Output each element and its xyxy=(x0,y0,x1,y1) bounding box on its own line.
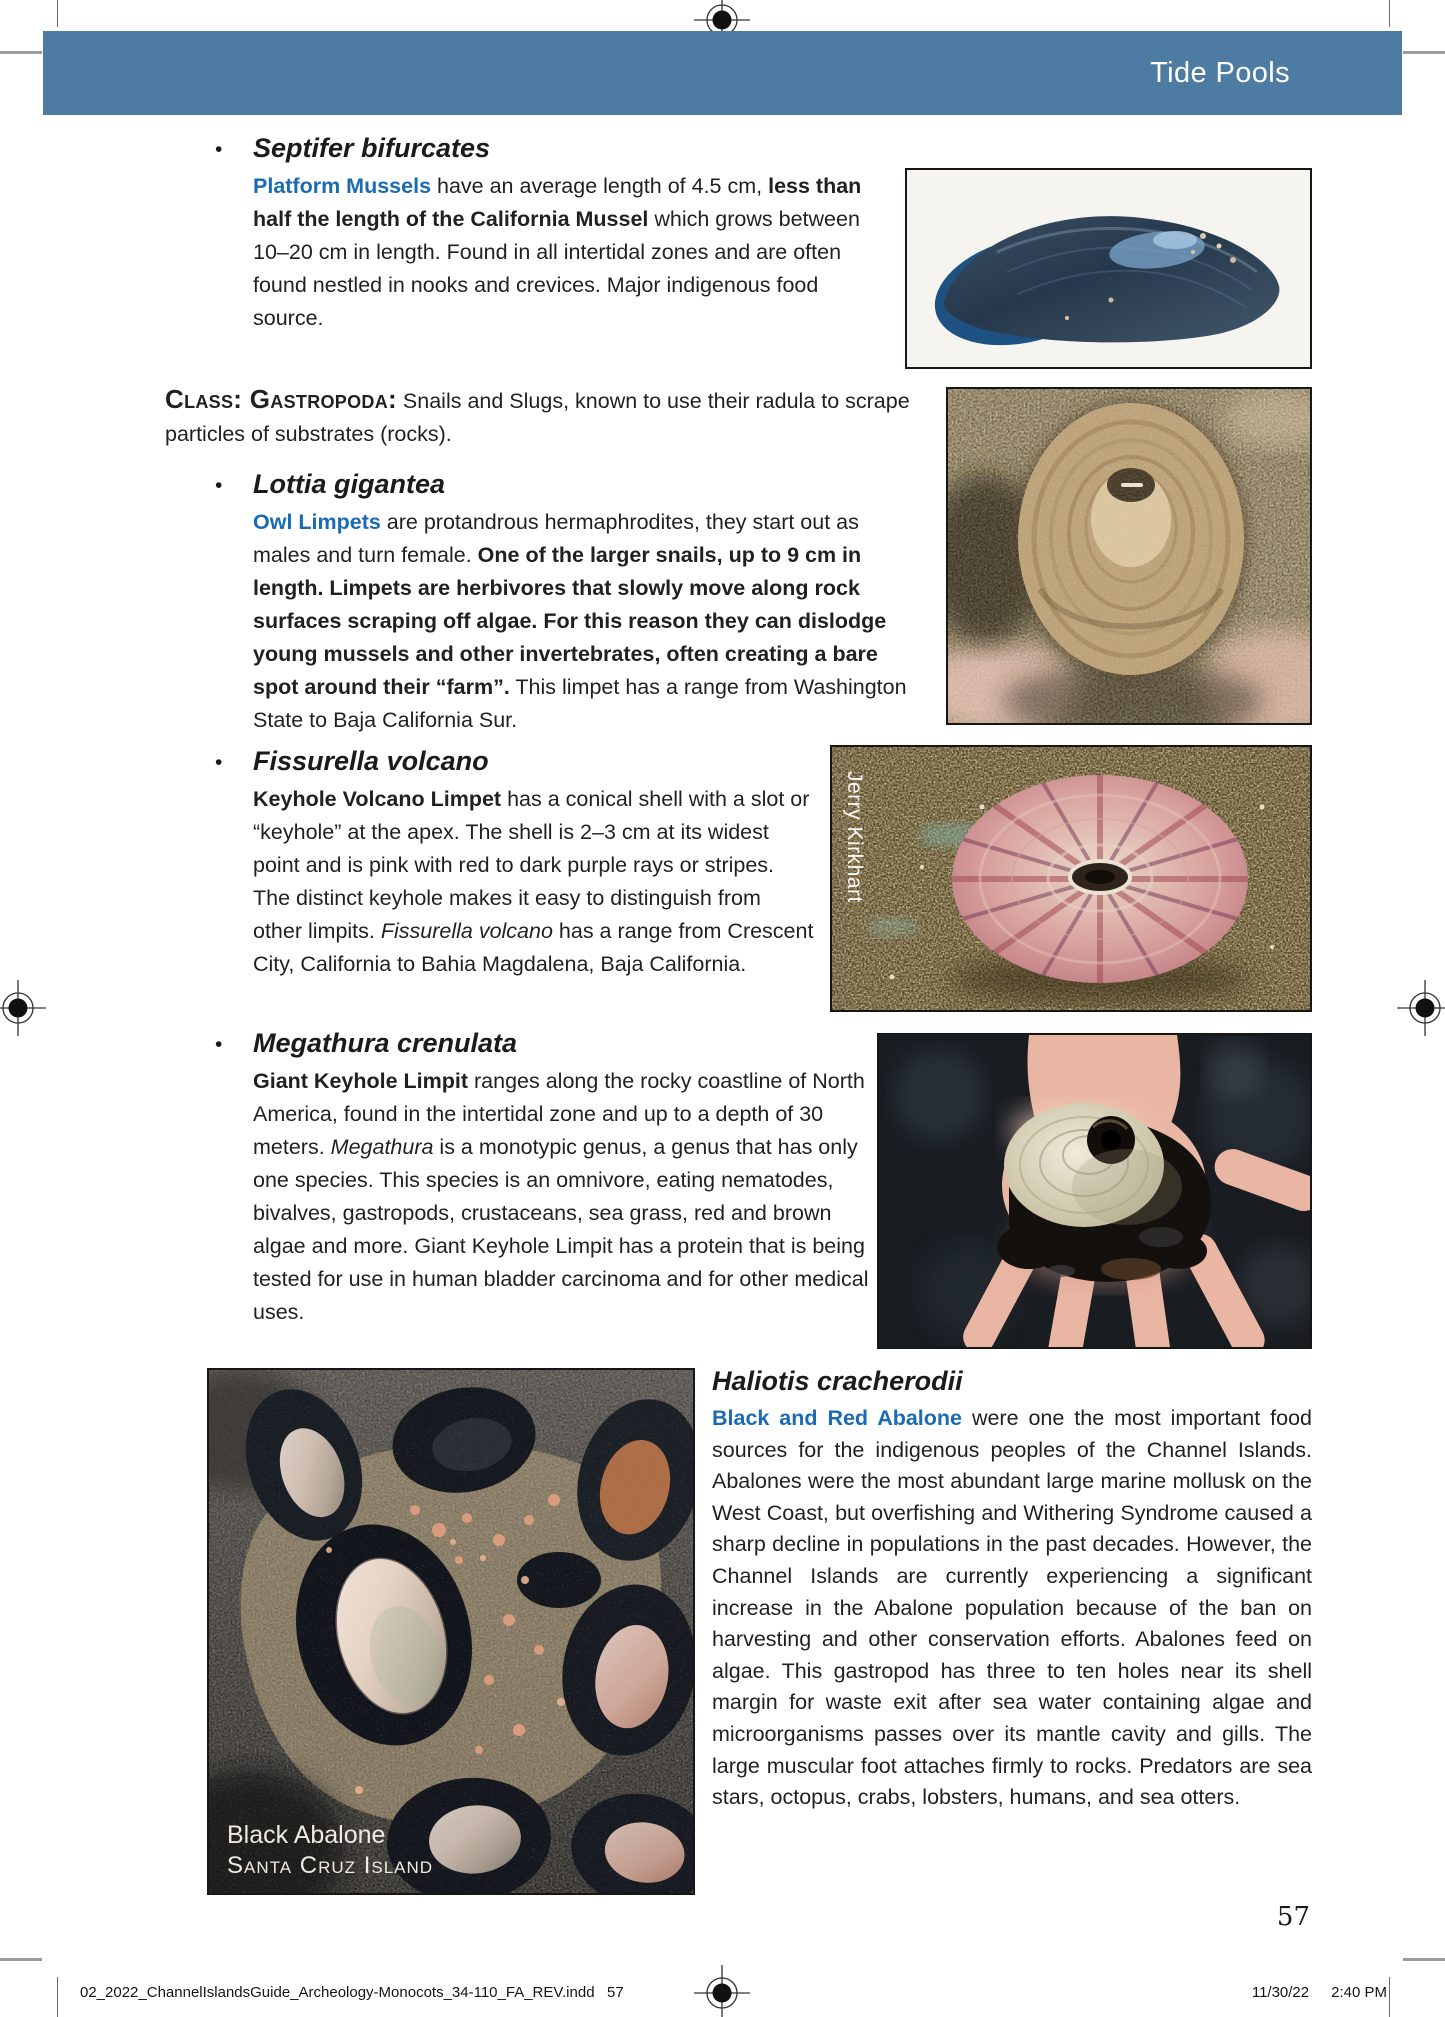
caption-location: Santa Cruz Island xyxy=(227,1852,434,1879)
giant-keyhole-photo-art xyxy=(879,1035,1310,1347)
section-paragraph: Owl Limpets are protandrous hermaphrodites, they start out as males and turn female. One of the larger snails, up to 9 cm in length. Limpets are herbivores that slowly move along rock surfaces scraping off algae. For this reason they can dislodge young mussels and other invertebrates, often creating a bare spot around their “farm”. This limpet has a range from Washington State to Baja California Sur. xyxy=(253,510,907,732)
photo-black-abalone xyxy=(207,1368,695,1895)
registration-mark-icon xyxy=(0,980,46,1036)
section-title: Septifer bifurcates xyxy=(253,133,491,163)
footer-time: 2:40 PM xyxy=(1331,1984,1387,2001)
footer-datetime xyxy=(1252,1984,1387,2001)
crop-mark xyxy=(57,1977,58,2017)
section-fissurella-volcano xyxy=(215,746,815,981)
photo-keyhole-volcano-limpet xyxy=(830,745,1312,1012)
bullet-icon: • xyxy=(215,751,223,774)
registration-mark-icon xyxy=(1397,980,1445,1036)
photo-platform-mussel xyxy=(905,168,1312,369)
section-paragraph: Keyhole Volcano Limpet has a conical shell with a slot or “keyhole” at the apex. The shell is 2–3 cm at its widest point and is pink with red to dark purple rays or stripes. The distinct keyhole makes it easy to distinguish from other limpits. Fissurella volcano has a range from Crescent City, California to Bahia Magdalena, Baja California. xyxy=(253,787,814,976)
class-gastropoda-heading: Class: Gastropoda: Snails and Slugs, known to use their radula to scrape particles of substrates (rocks). xyxy=(165,384,910,446)
crop-mark xyxy=(1389,1977,1390,2017)
crop-mark xyxy=(0,1958,42,1961)
section-title: Haliotis cracherodii xyxy=(712,1366,963,1396)
section-title: Lottia gigantea xyxy=(253,469,446,499)
photo-giant-keyhole-limpet xyxy=(877,1033,1312,1349)
section-title: Megathura crenulata xyxy=(253,1028,518,1058)
footer-filename: 02_2022_ChannelIslandsGuide_Archeology-Monocots_34-110_FA_REV.indd 57 xyxy=(80,1984,624,2001)
abalone-photo-art xyxy=(209,1370,693,1893)
footer-date: 11/30/22 xyxy=(1251,1984,1310,2001)
mussel-photo-art xyxy=(907,170,1310,367)
section-paragraph: Platform Mussels have an average length of 4.5 cm, less than half the length of the California Mussel which grows between 10–20 cm in length. Found in all intertidal zones and are often found nestled in nooks and crevices. Major indigenous food source. xyxy=(253,174,862,330)
bullet-icon: • xyxy=(215,1033,223,1056)
registration-mark-icon xyxy=(694,1965,750,2017)
photo-caption xyxy=(227,1820,433,1881)
page-number: 57 xyxy=(1276,1902,1310,1932)
crop-mark xyxy=(1403,1958,1445,1961)
crop-mark xyxy=(57,0,58,27)
crop-mark xyxy=(1403,51,1445,54)
crop-mark xyxy=(0,51,42,54)
section-septifer-bifurcates xyxy=(215,133,885,335)
section-paragraph: Black and Red Abalone were one the most important food sources for the indigenous peoples of the Channel Islands. Abalones were the most abundant large marine mollusk on the West Coast, but overfishing and Withering Syndrome caused a sharp decline in populations in the past decades. However, the Channel Islands are currently experiencing a significant increase in the Abalone population because of the ban on harvesting and other conservation efforts. Abalones feed on algae. This gastropod has three to ten holes near its shell margin for waste exit after sea water containing algae and microorganisms passes over its mantle cavity and gills. The large muscular foot attaches firmly to rocks. Predators are sea stars, octopus, crabs, lobsters, humans, and sea otters. xyxy=(712,1406,1312,1810)
photo-owl-limpet xyxy=(946,387,1312,725)
crop-mark xyxy=(1389,0,1390,27)
section-paragraph: Giant Keyhole Limpit ranges along the rocky coastline of North America, found in the intertidal zone and up to a depth of 30 meters. Megathura is a monotypic genus, a genus that has only one species. This species is an omnivore, eating nematodes, bivalves, gastropods, crustaceans, sea grass, red and brown algae and more. Giant Keyhole Limpit has a protein that is being tested for use in human bladder carcinoma and for other medical uses. xyxy=(253,1069,869,1324)
bullet-icon: • xyxy=(215,138,223,161)
section-title: Fissurella volcano xyxy=(253,746,489,776)
page-title: Tide Pools xyxy=(1150,56,1290,89)
section-megathura-crenulata xyxy=(215,1028,873,1329)
owl-limpet-photo-art xyxy=(948,389,1310,723)
section-haliotis-cracherodii xyxy=(712,1366,1312,1814)
caption-species: Black Abalone xyxy=(227,1820,386,1849)
photo-credit: Jerry Kirkhart xyxy=(843,771,866,903)
section-lottia-gigantea xyxy=(215,469,915,737)
bullet-icon: • xyxy=(215,474,223,497)
page-header-band xyxy=(43,31,1402,115)
keyhole-limpet-photo-art xyxy=(832,747,1310,1010)
